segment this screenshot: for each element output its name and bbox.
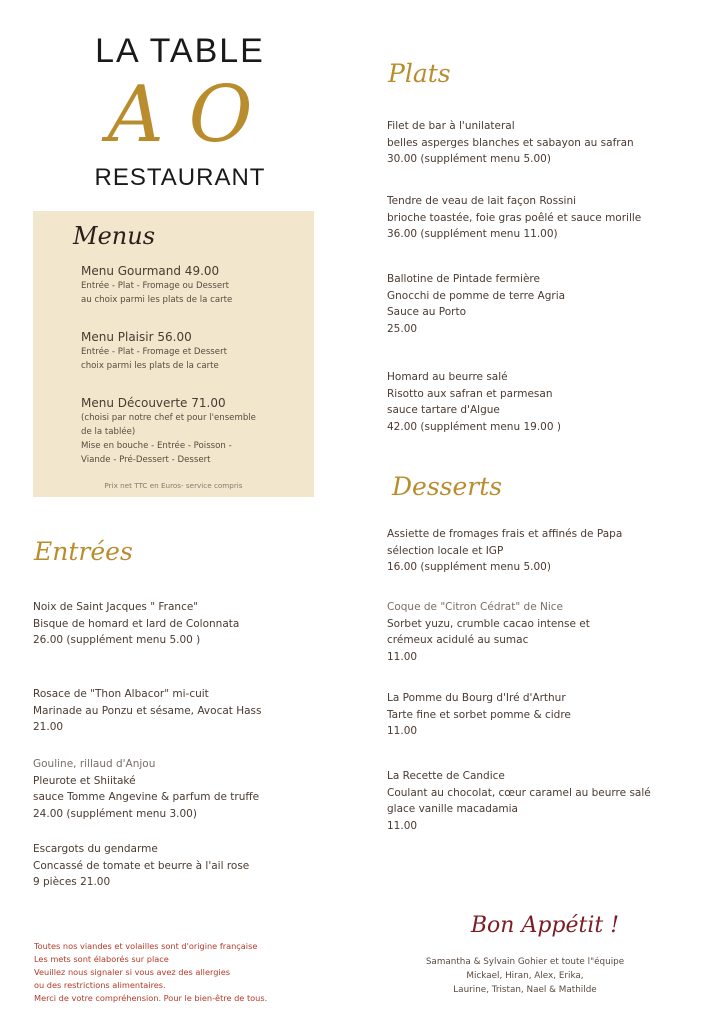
item-line: Filet de bar à l'unilateral bbox=[387, 120, 515, 132]
note-line: Veuillez nous signaler si vous avez des allergies bbox=[34, 967, 230, 977]
dessert-item bbox=[387, 690, 707, 740]
restaurant-name-top: LA TABLE bbox=[95, 32, 265, 70]
item-line: belles asperges blanches et sabayon au safran bbox=[387, 136, 634, 149]
item-line: Concassé de tomate et beurre à l'ail rose bbox=[33, 859, 250, 872]
team-line: Mickael, Hiran, Alex, Erika, bbox=[466, 971, 584, 981]
price-note: Prix net TTC en Euros- service compris bbox=[104, 481, 243, 490]
item-line: Rosace de "Thon Albacor" mi-cuit bbox=[33, 688, 209, 700]
item-line: Sauce au Porto bbox=[387, 306, 466, 318]
entrees-title: Entrées bbox=[34, 537, 133, 566]
team-line: Samantha & Sylvain Gohier et toute l"équipe bbox=[425, 957, 625, 967]
plat-item bbox=[387, 369, 707, 435]
item-line: Tarte fine et sorbet pomme & cidre bbox=[387, 708, 571, 721]
menu-line: Entrée - Plat - Fromage et Dessert bbox=[81, 347, 227, 357]
item-line: 16.00 (supplément menu 5.00) bbox=[387, 561, 551, 573]
item-line: Gnocchi de pomme de terre Agria bbox=[387, 289, 566, 302]
note-line: Toutes nos viandes et volailles sont d'origine française bbox=[34, 941, 258, 951]
desserts-title: Desserts bbox=[392, 472, 503, 501]
menu-name: Menu Gourmand 49.00 bbox=[81, 264, 220, 278]
dessert-item bbox=[387, 526, 707, 576]
restaurant-logo-ao: A O bbox=[107, 70, 253, 160]
item-line: sauce Tomme Angevine & parfum de truffe bbox=[33, 791, 260, 803]
entree-item bbox=[33, 841, 333, 891]
item-line: 30.00 (supplément menu 5.00) bbox=[387, 153, 551, 165]
menu-name: Menu Plaisir 56.00 bbox=[81, 330, 192, 344]
entree-item bbox=[33, 686, 333, 736]
dessert-item bbox=[387, 768, 707, 834]
plat-item bbox=[387, 118, 707, 168]
plat-item bbox=[387, 193, 707, 243]
restaurant-name-bottom: RESTAURANT bbox=[94, 164, 266, 191]
team-line: Laurine, Tristan, Nael & Mathilde bbox=[453, 985, 597, 995]
item-line: 25.00 bbox=[387, 322, 418, 335]
item-line: Marinade au Ponzu et sésame, Avocat Hass bbox=[33, 704, 262, 717]
item-line: 11.00 bbox=[387, 819, 418, 832]
item-line: Escargots du gendarme bbox=[33, 843, 158, 855]
item-line: 21.00 bbox=[33, 721, 64, 733]
item-line: 9 pièces 21.00 bbox=[33, 876, 111, 888]
note-line: Merci de votre compréhension. Pour le bien-être de tous. bbox=[34, 993, 268, 1003]
item-line: 36.00 (supplément menu 11.00) bbox=[387, 228, 558, 240]
plats-title: Plats bbox=[388, 59, 451, 88]
item-line: Ballotine de Pintade fermière bbox=[387, 273, 540, 285]
item-line: Homard au beurre salé bbox=[387, 371, 508, 383]
menu-plaisir bbox=[81, 329, 291, 373]
item-line: sauce tartare d'Algue bbox=[387, 404, 500, 416]
menu-name: Menu Découverte 71.00 bbox=[81, 396, 226, 410]
dessert-item bbox=[387, 599, 707, 665]
menu-line: Viande - Pré-Dessert - Dessert bbox=[81, 455, 211, 465]
note-line: Les mets sont élaborés sur place bbox=[34, 954, 169, 964]
allergy-note bbox=[34, 940, 314, 1005]
item-line: sélection locale et IGP bbox=[387, 544, 504, 557]
menu-gourmand bbox=[81, 263, 291, 307]
item-line: Tendre de veau de lait façon Rossini bbox=[387, 195, 577, 207]
menu-decouverte bbox=[81, 395, 291, 467]
item-line: Sorbet yuzu, crumble cacao intense et bbox=[387, 617, 590, 630]
item-line: glace vanille macadamia bbox=[387, 803, 518, 815]
item-line: 24.00 (supplément menu 3.00) bbox=[33, 807, 197, 820]
menu-line: de la tablée) bbox=[81, 427, 136, 437]
entree-item bbox=[33, 756, 333, 822]
item-line: Noix de Saint Jacques " France" bbox=[33, 601, 199, 613]
item-line: 11.00 bbox=[387, 650, 418, 663]
menu-line: Entrée - Plat - Fromage ou Dessert bbox=[81, 281, 230, 291]
plat-item bbox=[387, 271, 707, 337]
item-line: Coulant au chocolat, cœur caramel au beurre salé bbox=[387, 786, 651, 799]
team-credits bbox=[400, 955, 650, 997]
item-line: 11.00 bbox=[387, 725, 418, 737]
item-line: La Pomme du Bourg d'Iré d'Arthur bbox=[387, 692, 566, 704]
item-line: Bisque de homard et lard de Colonnata bbox=[33, 617, 240, 630]
menu-line: choix parmi les plats de la carte bbox=[81, 361, 219, 371]
note-line: ou des restrictions alimentaires. bbox=[34, 980, 166, 990]
item-line: Assiette de fromages frais et affinés de Papa bbox=[387, 528, 623, 540]
item-line: La Recette de Candice bbox=[387, 770, 505, 782]
menus-title: Menus bbox=[73, 222, 156, 250]
item-line: brioche toastée, foie gras poêlé et sauce morille bbox=[387, 211, 642, 224]
menu-line: au choix parmi les plats de la carte bbox=[81, 295, 233, 305]
item-line: 26.00 (supplément menu 5.00 ) bbox=[33, 634, 201, 646]
bon-appetit: Bon Appétit ! bbox=[470, 913, 620, 938]
item-line: 42.00 (supplément menu 19.00 ) bbox=[387, 420, 561, 433]
item-line: Pleurote et Shiitaké bbox=[33, 774, 136, 787]
entree-item bbox=[33, 599, 333, 649]
menu-line: (choisi par notre chef et pour l'ensemble bbox=[81, 413, 256, 423]
item-line: Gouline, rillaud d'Anjou bbox=[33, 758, 156, 770]
item-line: Coque de "Citron Cédrat" de Nice bbox=[387, 601, 563, 613]
menu-line: Mise en bouche - Entrée - Poisson - bbox=[81, 441, 232, 451]
item-line: Risotto aux safran et parmesan bbox=[387, 387, 553, 400]
item-line: crémeux acidulé au sumac bbox=[387, 634, 529, 646]
